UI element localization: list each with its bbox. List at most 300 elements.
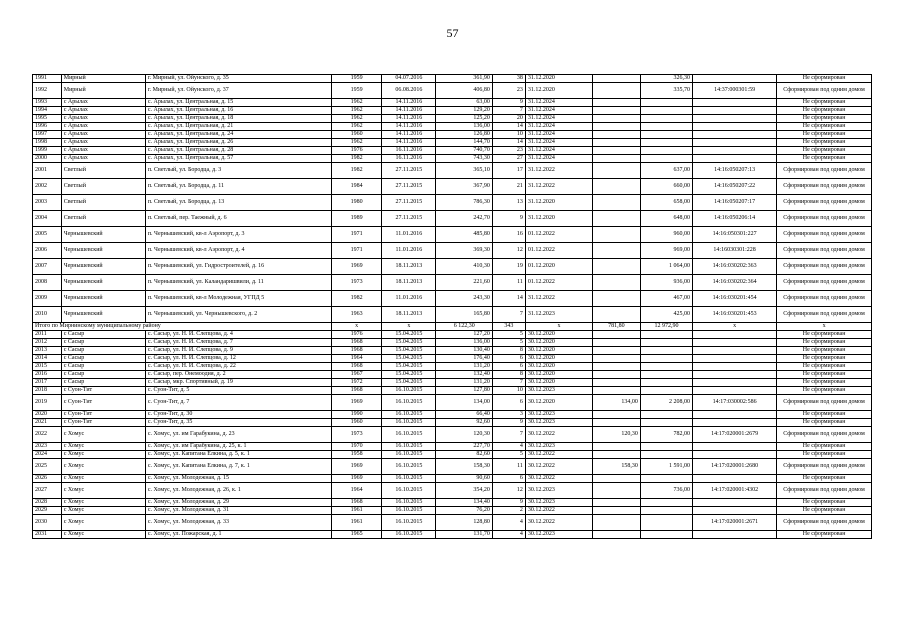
cell-cadastral-number	[693, 507, 777, 515]
cell-residents: 9	[492, 99, 525, 107]
cell-land-status: Сформирован под одним домом	[777, 395, 872, 411]
cell-total-area: 410,30	[436, 259, 492, 275]
cell-address: с. Суон-Тит, д. 30	[145, 411, 331, 419]
summary-plot-area: 12 972,90	[640, 323, 692, 331]
cell-land-area	[592, 275, 640, 291]
cell-recognition-date: 15.04.2015	[382, 379, 436, 387]
cell-build-year: 1989	[332, 211, 382, 227]
cell-total-area: 165,80	[436, 307, 492, 323]
table-row	[33, 107, 872, 115]
cell-total-area: 242,70	[436, 211, 492, 227]
cell-row-number: 2009	[33, 291, 62, 307]
cell-land-status: Не сформирован	[777, 387, 872, 395]
cell-relocation-deadline: 31.12.2022	[525, 179, 592, 195]
cell-residents: 14	[492, 123, 525, 131]
cell-address: с. Сасыр, пер. Онемоодия, д. 2	[145, 371, 331, 379]
cell-plot-area: 467,00	[640, 291, 692, 307]
cell-recognition-date: 15.04.2015	[382, 355, 436, 363]
cell-build-year: 1962	[332, 99, 382, 107]
table-row	[33, 163, 872, 179]
cell-address: п. Чернышевский, кв-л Молодежная, УГПД 5	[145, 291, 331, 307]
cell-settlement: Светлый	[61, 163, 145, 179]
cell-relocation-deadline: 30.12.2020	[525, 347, 592, 355]
cell-row-number: 1991	[33, 75, 62, 83]
cell-row-number: 2022	[33, 427, 62, 443]
cell-total-area: 144,70	[436, 139, 492, 147]
table-row	[33, 307, 872, 323]
cell-settlement: с Сасыр	[61, 363, 145, 371]
cell-residents: 21	[492, 179, 525, 195]
cell-land-status: Не сформирован	[777, 355, 872, 363]
cell-land-status: Не сформирован	[777, 123, 872, 131]
cell-recognition-date: 11.01.2016	[382, 227, 436, 243]
cell-residents: 5	[492, 339, 525, 347]
cell-residents: 19	[492, 259, 525, 275]
cell-row-number: 1993	[33, 99, 62, 107]
cell-total-area: 90,60	[436, 475, 492, 483]
cell-address: п. Светлый, ул. Бородца, д. 13	[145, 195, 331, 211]
cell-plot-area	[640, 515, 692, 531]
cell-total-area: 136,00	[436, 123, 492, 131]
cell-plot-area	[640, 507, 692, 515]
table-row	[33, 499, 872, 507]
cell-row-number: 2008	[33, 275, 62, 291]
table-row	[33, 291, 872, 307]
cell-address: с. Хомус, ул. Капитана Елкина, д. 7, к. 1	[145, 459, 331, 475]
cell-address: с. Арылах, ул. Центральная, д. 24	[145, 131, 331, 139]
table-row	[33, 131, 872, 139]
cell-total-area: 354,20	[436, 483, 492, 499]
cell-land-area	[592, 411, 640, 419]
cell-total-area: 63,00	[436, 99, 492, 107]
cell-build-year: 1960	[332, 419, 382, 427]
cell-row-number: 2028	[33, 499, 62, 507]
cell-residents: 5	[492, 451, 525, 459]
cell-plot-area: 335,70	[640, 83, 692, 99]
cell-relocation-deadline: 30.12.2023	[525, 411, 592, 419]
cell-land-area	[592, 155, 640, 163]
cell-land-status: Не сформирован	[777, 147, 872, 155]
cell-land-area	[592, 451, 640, 459]
cell-plot-area: 2 208,00	[640, 395, 692, 411]
cell-land-status: Не сформирован	[777, 507, 872, 515]
cell-total-area: 740,70	[436, 147, 492, 155]
cell-plot-area	[640, 443, 692, 451]
cell-land-area	[592, 123, 640, 131]
cell-land-status: Сформирован под одним домом	[777, 243, 872, 259]
cell-row-number: 2007	[33, 259, 62, 275]
cell-plot-area: 960,00	[640, 227, 692, 243]
cell-build-year: 1967	[332, 371, 382, 379]
cell-address: с. Суон-Тит, д. 5	[145, 387, 331, 395]
cell-row-number: 2011	[33, 331, 62, 339]
cell-land-status: Не сформирован	[777, 411, 872, 419]
table-row	[33, 371, 872, 379]
table-row	[33, 411, 872, 419]
cell-settlement: с Хомус	[61, 427, 145, 443]
cell-total-area: 66,40	[436, 411, 492, 419]
cell-build-year: 1976	[332, 147, 382, 155]
cell-cadastral-number: 14:17:030002:586	[693, 395, 777, 411]
cell-settlement: с Хомус	[61, 443, 145, 451]
cell-land-status: Не сформирован	[777, 131, 872, 139]
cell-total-area: 485,80	[436, 227, 492, 243]
cell-residents: 6	[492, 395, 525, 411]
cell-row-number: 2024	[33, 451, 62, 459]
cell-row-number: 2010	[33, 307, 62, 323]
cell-row-number: 2005	[33, 227, 62, 243]
summary-date: x	[382, 323, 436, 331]
cell-residents: 11	[492, 459, 525, 475]
cell-total-area: 120,30	[436, 427, 492, 443]
cell-land-status: Не сформирован	[777, 139, 872, 147]
cell-build-year: 1982	[332, 163, 382, 179]
cell-land-area: 158,30	[592, 459, 640, 475]
cell-total-area: 134,40	[436, 499, 492, 507]
table-row	[33, 243, 872, 259]
cell-plot-area: 1 591,00	[640, 459, 692, 475]
cell-land-status: Не сформирован	[777, 75, 872, 83]
cell-relocation-deadline: 30.12.2022	[525, 475, 592, 483]
summary-land-area: 781,80	[592, 323, 640, 331]
cell-residents: 6	[492, 475, 525, 483]
cell-build-year: 1969	[332, 459, 382, 475]
table-row	[33, 99, 872, 107]
cell-residents: 9	[492, 419, 525, 427]
cell-address: с. Хомус, ул. Молодежная, д. 26, к. 1	[145, 483, 331, 499]
cell-cadastral-number: 14:16030301:228	[693, 243, 777, 259]
cell-plot-area	[640, 131, 692, 139]
cell-land-status: Не сформирован	[777, 475, 872, 483]
cell-total-area: 130,40	[436, 347, 492, 355]
cell-residents: 8	[492, 347, 525, 355]
cell-recognition-date: 16.10.2015	[382, 515, 436, 531]
cell-address: г. Мирный, ул. Ойунского, д. 37	[145, 83, 331, 99]
cell-row-number: 1994	[33, 107, 62, 115]
cell-cadastral-number: 14:17:020001:2679	[693, 427, 777, 443]
cell-cadastral-number: 14:16:050301:227	[693, 227, 777, 243]
cell-residents: 17	[492, 163, 525, 179]
cell-plot-area: 1 064,00	[640, 259, 692, 275]
cell-recognition-date: 16.10.2015	[382, 395, 436, 411]
cell-land-status: Не сформирован	[777, 371, 872, 379]
table-row	[33, 195, 872, 211]
cell-row-number: 2000	[33, 155, 62, 163]
cell-total-area: 134,00	[436, 395, 492, 411]
cell-cadastral-number: 14:17:020001:2680	[693, 459, 777, 475]
cell-recognition-date: 15.04.2015	[382, 371, 436, 379]
cell-land-area	[592, 483, 640, 499]
cell-plot-area: 936,00	[640, 275, 692, 291]
cell-plot-area	[640, 347, 692, 355]
cell-relocation-deadline: 31.12.2022	[525, 163, 592, 179]
cell-build-year: 1990	[332, 411, 382, 419]
cell-relocation-deadline: 31.12.2022	[525, 291, 592, 307]
cell-land-area	[592, 499, 640, 507]
table-row	[33, 331, 872, 339]
cell-recognition-date: 16.10.2015	[382, 483, 436, 499]
cell-land-status: Не сформирован	[777, 99, 872, 107]
cell-residents: 23	[492, 147, 525, 155]
cell-settlement: с Хомус	[61, 531, 145, 539]
cell-cadastral-number	[693, 139, 777, 147]
cell-relocation-deadline: 30.12.2023	[525, 387, 592, 395]
cell-cadastral-number: 14:16:050207:22	[693, 179, 777, 195]
cell-cadastral-number	[693, 355, 777, 363]
cell-cadastral-number	[693, 155, 777, 163]
cell-build-year: 1971	[332, 227, 382, 243]
cell-recognition-date: 14.11.2016	[382, 123, 436, 131]
cell-plot-area: 782,00	[640, 427, 692, 443]
cell-plot-area	[640, 419, 692, 427]
cell-total-area: 82,60	[436, 451, 492, 459]
cell-residents: 10	[492, 131, 525, 139]
table-row	[33, 259, 872, 275]
cell-recognition-date: 15.04.2015	[382, 339, 436, 347]
cell-residents: 4	[492, 515, 525, 531]
cell-cadastral-number: 14:37:000301:59	[693, 83, 777, 99]
table-row	[33, 123, 872, 131]
cell-total-area: 127,20	[436, 331, 492, 339]
cell-land-status: Не сформирован	[777, 347, 872, 355]
cell-cadastral-number: 14:16:030202:364	[693, 275, 777, 291]
cell-settlement: Светлый	[61, 195, 145, 211]
cell-plot-area	[640, 499, 692, 507]
cell-build-year: 1959	[332, 83, 382, 99]
cell-plot-area: 969,00	[640, 243, 692, 259]
cell-relocation-deadline: 30.12.2023	[525, 419, 592, 427]
cell-recognition-date: 16.10.2015	[382, 499, 436, 507]
cell-address: с. Хомус, ул. им Гарабукина, д. 25, к. 1	[145, 443, 331, 451]
summary-row	[33, 323, 872, 331]
cell-address: с. Сасыр, ул. Н. И. Слепцова, д. 22	[145, 363, 331, 371]
cell-address: с. Арылах, ул. Центральная, д. 28	[145, 147, 331, 155]
cell-settlement: Мирный	[61, 75, 145, 83]
cell-row-number: 2030	[33, 515, 62, 531]
cell-relocation-deadline: 30.12.2022	[525, 451, 592, 459]
cell-settlement: с Суон-Тит	[61, 411, 145, 419]
cell-land-status: Не сформирован	[777, 451, 872, 459]
cell-row-number: 1997	[33, 131, 62, 139]
table-row	[33, 363, 872, 371]
table-body	[33, 75, 872, 539]
cell-address: с. Хомус, ул. Молодежная, д. 33	[145, 515, 331, 531]
cell-cadastral-number	[693, 371, 777, 379]
cell-address: с. Суон-Тит, д. 35	[145, 419, 331, 427]
cell-total-area: 76,20	[436, 507, 492, 515]
cell-relocation-deadline: 01.12.2022	[525, 275, 592, 291]
cell-land-area	[592, 475, 640, 483]
cell-relocation-deadline: 31.12.2020	[525, 83, 592, 99]
cell-address: п. Светлый, ул. Бородца, д. 3	[145, 163, 331, 179]
cell-residents: 23	[492, 83, 525, 99]
cell-settlement: с Арылах	[61, 147, 145, 155]
cell-row-number: 2004	[33, 211, 62, 227]
cell-cadastral-number: 14:16:050207:13	[693, 163, 777, 179]
cell-cadastral-number: 14:16:030201:454	[693, 291, 777, 307]
cell-land-area	[592, 347, 640, 355]
cell-recognition-date: 14.11.2016	[382, 139, 436, 147]
cell-address: с. Сасыр, ул. Н. И. Слепцова, д. 7	[145, 339, 331, 347]
table-row	[33, 443, 872, 451]
cell-build-year: 1982	[332, 291, 382, 307]
cell-residents: 6	[492, 363, 525, 371]
cell-build-year: 1968	[332, 363, 382, 371]
cell-settlement: Мирный	[61, 83, 145, 99]
cell-total-area: 92,60	[436, 419, 492, 427]
cell-land-area	[592, 243, 640, 259]
cell-recognition-date: 14.11.2016	[382, 115, 436, 123]
cell-land-status: Не сформирован	[777, 363, 872, 371]
cell-residents: 9	[492, 211, 525, 227]
cell-total-area: 126,80	[436, 131, 492, 139]
cell-plot-area	[640, 107, 692, 115]
cell-land-area	[592, 307, 640, 323]
table-row	[33, 515, 872, 531]
cell-build-year: 1969	[332, 475, 382, 483]
cell-residents: 14	[492, 291, 525, 307]
cell-land-area	[592, 131, 640, 139]
cell-recognition-date: 27.11.2015	[382, 211, 436, 227]
cell-total-area: 132,40	[436, 371, 492, 379]
cell-residents: 4	[492, 531, 525, 539]
cell-plot-area: 648,00	[640, 211, 692, 227]
cell-land-area	[592, 179, 640, 195]
cell-build-year: 1976	[332, 331, 382, 339]
table-row	[33, 387, 872, 395]
cell-residents: 7	[492, 307, 525, 323]
cell-settlement: Чернышевский	[61, 307, 145, 323]
cell-row-number: 1995	[33, 115, 62, 123]
cell-address: с. Хомус, ул. им Гарабукина, д. 23	[145, 427, 331, 443]
cell-recognition-date: 04.07.2016	[382, 75, 436, 83]
cell-recognition-date: 06.08.2016	[382, 83, 436, 99]
cell-row-number: 1996	[33, 123, 62, 131]
cell-recognition-date: 11.01.2016	[382, 291, 436, 307]
cell-address: с. Сасыр, ул. Н. И. Слепцова, д. 4	[145, 331, 331, 339]
cell-build-year: 1964	[332, 483, 382, 499]
cell-settlement: с Хомус	[61, 459, 145, 475]
cell-plot-area	[640, 339, 692, 347]
cell-build-year: 1962	[332, 107, 382, 115]
cell-plot-area	[640, 331, 692, 339]
cell-build-year: 1984	[332, 179, 382, 195]
cell-address: п. Чернышевский, ул. Каландаришвили, д. 11	[145, 275, 331, 291]
cell-residents: 16	[492, 227, 525, 243]
cell-build-year: 1962	[332, 123, 382, 131]
cell-build-year: 1962	[332, 115, 382, 123]
cell-total-area: 221,60	[436, 275, 492, 291]
cell-recognition-date: 16.10.2015	[382, 411, 436, 419]
cell-settlement: с Арылах	[61, 123, 145, 131]
table-row	[33, 427, 872, 443]
cell-relocation-deadline: 30.12.2020	[525, 371, 592, 379]
cell-row-number: 2027	[33, 483, 62, 499]
cell-row-number: 2014	[33, 355, 62, 363]
cell-settlement: с Хомус	[61, 475, 145, 483]
cell-total-area: 369,30	[436, 243, 492, 259]
cell-settlement: Чернышевский	[61, 259, 145, 275]
cell-relocation-deadline: 31.12.2024	[525, 147, 592, 155]
table-row	[33, 75, 872, 83]
cell-cadastral-number: 14:16:030201:453	[693, 307, 777, 323]
cell-cadastral-number	[693, 363, 777, 371]
cell-land-area	[592, 227, 640, 243]
cell-relocation-deadline: 31.12.2020	[525, 195, 592, 211]
table-row	[33, 475, 872, 483]
table-row	[33, 339, 872, 347]
cell-recognition-date: 27.11.2015	[382, 163, 436, 179]
cell-build-year: 1972	[332, 379, 382, 387]
cell-recognition-date: 16.10.2015	[382, 531, 436, 539]
cell-land-area	[592, 75, 640, 83]
cell-relocation-deadline: 30.12.2022	[525, 427, 592, 443]
cell-plot-area	[640, 475, 692, 483]
cell-row-number: 2020	[33, 411, 62, 419]
cell-land-area	[592, 211, 640, 227]
cell-build-year: 1969	[332, 259, 382, 275]
cell-residents: 7	[492, 427, 525, 443]
cell-row-number: 2015	[33, 363, 62, 371]
cell-residents: 9	[492, 499, 525, 507]
cell-land-status: Не сформирован	[777, 443, 872, 451]
cell-recognition-date: 14.11.2016	[382, 131, 436, 139]
cell-land-status: Сформирован под одним домом	[777, 291, 872, 307]
cell-land-area	[592, 419, 640, 427]
cell-land-status: Не сформирован	[777, 419, 872, 427]
cell-settlement: с Сасыр	[61, 339, 145, 347]
cell-settlement: с Арылах	[61, 107, 145, 115]
cell-relocation-deadline: 31.12.2024	[525, 139, 592, 147]
cell-row-number: 2019	[33, 395, 62, 411]
cell-build-year: 1980	[332, 195, 382, 211]
cell-recognition-date: 16.10.2015	[382, 419, 436, 427]
cell-settlement: с Хомус	[61, 515, 145, 531]
cell-settlement: Чернышевский	[61, 227, 145, 243]
cell-address: п. Чернышевский, ул. Чернышевского, д. 2	[145, 307, 331, 323]
cell-cadastral-number	[693, 499, 777, 507]
cell-cadastral-number	[693, 531, 777, 539]
cell-relocation-deadline: 30.12.2022	[525, 515, 592, 531]
cell-land-status: Не сформирован	[777, 379, 872, 387]
cell-settlement: Чернышевский	[61, 243, 145, 259]
cell-residents: 38	[492, 75, 525, 83]
cell-relocation-deadline: 30.12.2022	[525, 507, 592, 515]
cell-relocation-deadline: 31.12.2024	[525, 99, 592, 107]
cell-land-status: Сформирован под одним домом	[777, 483, 872, 499]
cell-land-area	[592, 443, 640, 451]
cell-plot-area	[640, 355, 692, 363]
cell-total-area: 367,90	[436, 179, 492, 195]
cell-address: п. Чернышевский, ул. Гидростроителей, д. 16	[145, 259, 331, 275]
summary-area: 6 122,30	[436, 323, 492, 331]
cell-relocation-deadline: 30.12.2022	[525, 459, 592, 475]
cell-plot-area	[640, 531, 692, 539]
cell-recognition-date: 18.11.2013	[382, 259, 436, 275]
cell-land-area	[592, 331, 640, 339]
cell-land-area	[592, 515, 640, 531]
cell-relocation-deadline: 30.12.2023	[525, 531, 592, 539]
cell-relocation-deadline: 30.12.2020	[525, 379, 592, 387]
table-row	[33, 483, 872, 499]
cell-relocation-deadline: 31.12.2020	[525, 75, 592, 83]
cell-cadastral-number	[693, 107, 777, 115]
cell-address: с. Сасыр, ул. Н. И. Слепцова, д. 9	[145, 347, 331, 355]
table-row	[33, 115, 872, 123]
cell-land-status: Сформирован под одним домом	[777, 83, 872, 99]
cell-land-status: Сформирован под одним домом	[777, 259, 872, 275]
cell-total-area: 136,00	[436, 339, 492, 347]
